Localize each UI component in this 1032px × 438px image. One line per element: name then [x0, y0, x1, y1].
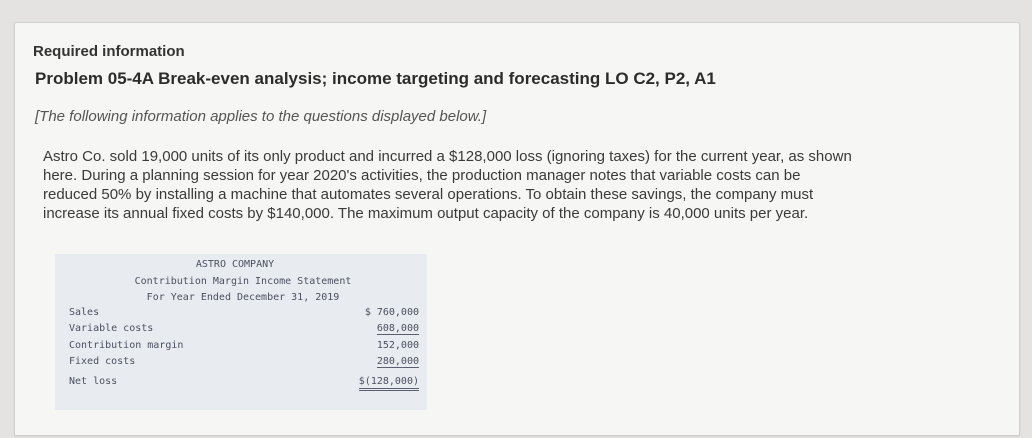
income-statement-table — [55, 254, 427, 410]
statement-row-variable-costs — [69, 323, 419, 337]
description-line: here. During a planning session for year 2020's activities, the production manager notes that variable costs can be — [43, 167, 801, 184]
statement-company: ASTRO COMPANY — [195, 259, 275, 270]
row-label: Fixed costs — [69, 356, 136, 367]
problem-card — [14, 22, 1020, 436]
description-line: increase its annual fixed costs by $140,000. The maximum output capacity of the company is 40,000 units per year. — [43, 205, 809, 222]
row-label: Contribution margin — [69, 340, 184, 351]
description-line: Astro Co. sold 19,000 units of its only product and incurred a $128,000 loss (ignoring taxes) for the current year, as shown — [43, 148, 852, 165]
problem-description — [43, 147, 973, 223]
statement-row-fixed-costs — [69, 356, 419, 370]
statement-period: For Year Ended December 31, 2019 — [146, 292, 340, 303]
required-info-heading: Required information — [33, 43, 185, 60]
statement-row-sales — [69, 307, 419, 321]
row-label: Net loss — [69, 376, 118, 387]
statement-row-contribution-margin — [69, 340, 419, 354]
row-value: 608,000 — [376, 323, 419, 334]
problem-title: Problem 05-4A Break-even analysis; income targeting and forecasting LO C2, P2, A1 — [35, 69, 716, 88]
statement-row-net-loss — [69, 376, 419, 390]
row-label: Variable costs — [69, 323, 154, 334]
row-value: $(128,000) — [359, 376, 419, 391]
description-line: reduced 50% by installing a machine that automates several operations. To obtain these savings, the company must — [43, 186, 814, 203]
row-value: 280,000 — [376, 356, 419, 367]
statement-title: Contribution Margin Income Statement — [134, 276, 352, 287]
instruction-note: [The following information applies to the questions displayed below.] — [35, 108, 487, 125]
row-label: Sales — [69, 307, 100, 318]
row-value: $ 760,000 — [364, 307, 419, 318]
row-value: 152,000 — [376, 340, 419, 351]
